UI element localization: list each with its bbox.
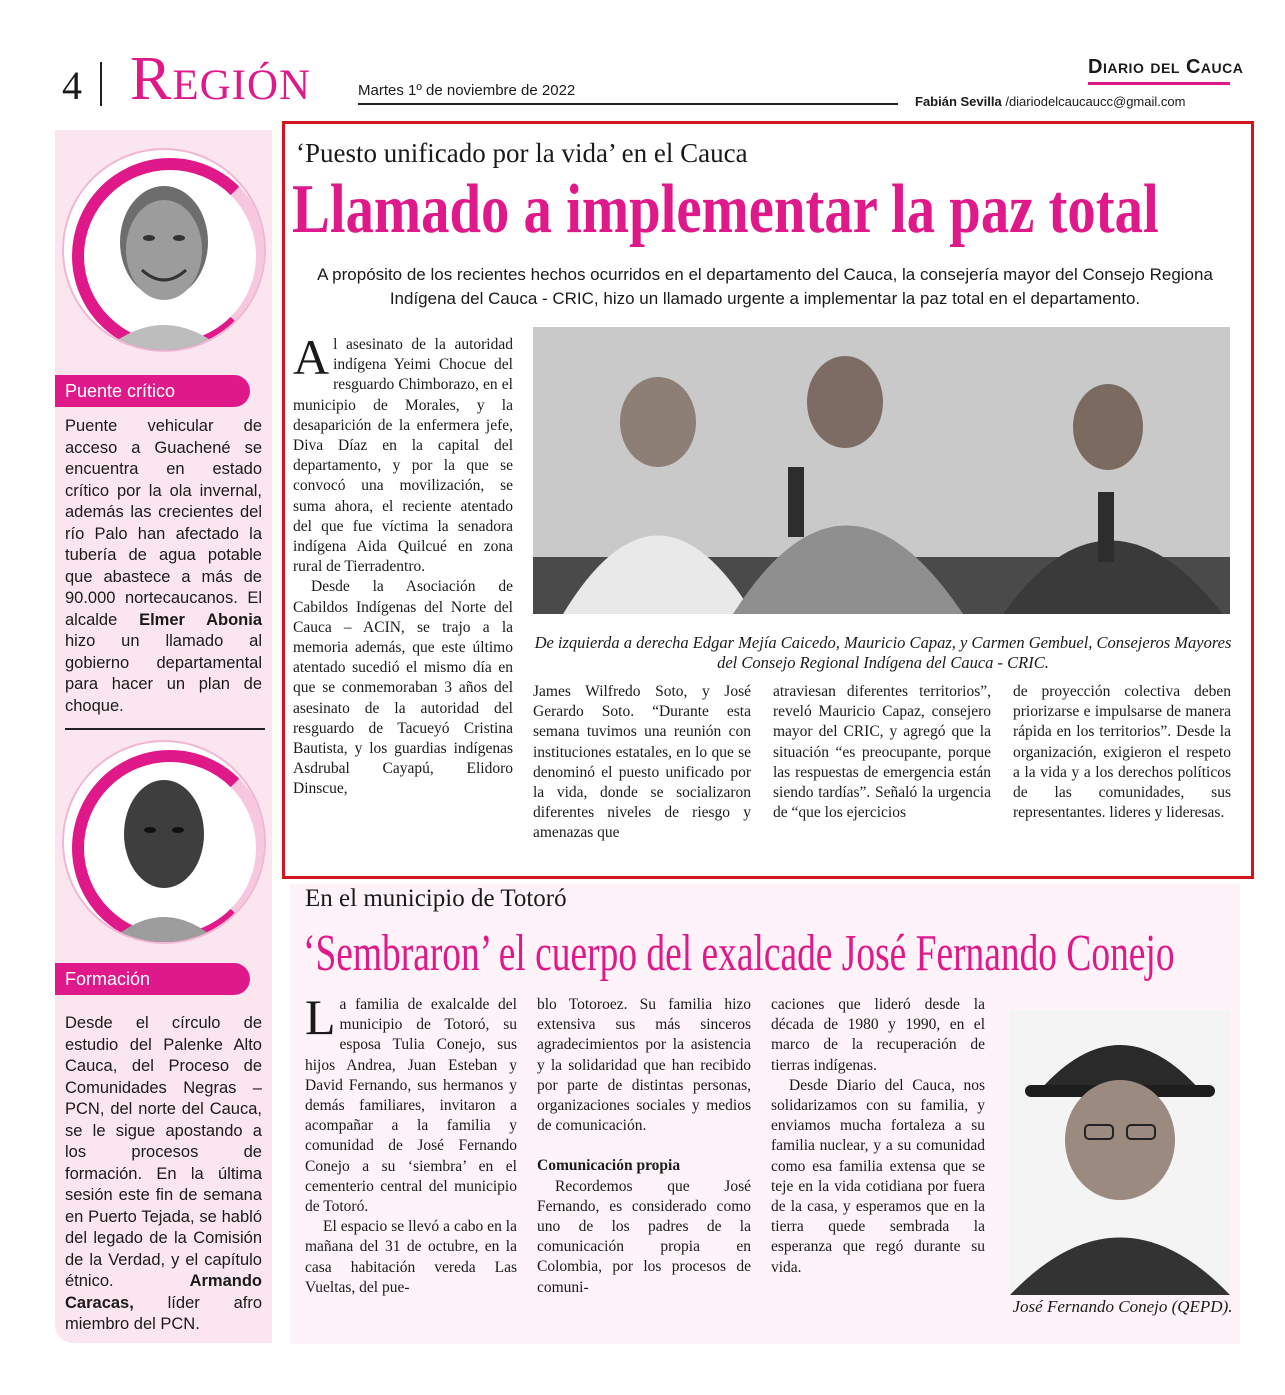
article2-column-2 <box>537 995 751 1298</box>
article2-headline: ‘Sembraron’ el cuerpo del exalcade José Fernando Conejo <box>303 925 1175 982</box>
author-email[interactable]: /diariodelcaucaucc@gmail.com <box>1005 94 1186 109</box>
article1-kicker: ‘Puesto unificado por la vida’ en el Cauca <box>296 138 748 168</box>
sidebar-text-puente-a: Puente vehicular de acceso a Guachené se encuentra en estado crítico por la ola invernal, además las crecientes del río Palo han afectado la tubería de agua potable que abastece a más de 90.000 nortecaucanos. El alcalde <box>65 417 262 629</box>
article1-column-4: de proyección colectiva deben priorizarse e impulsarse de manera rápida en los territorios”. Desde la organización, exigieron el respeto a la vida y a los derechos políticos de las comunidades, sus representantes. lideres y lideresas. <box>1013 683 1231 822</box>
portrait-photo-2 <box>62 740 266 944</box>
sidebar-text-puente <box>65 416 262 717</box>
sidebar-text-formacion-a: Desde el círculo de estudio del Palenke Alto Cauca, del Proceso de Comunidades Negras – PCN, del norte del Cauca, se le sigue apostando a los procesos de formación. En la última sesión este fin de semana en Puerto Tejada, se habló del legado de la Comisión de la Verdad, y el capítulo étnico. <box>65 1014 262 1290</box>
portrait-photo-1 <box>62 148 266 352</box>
article1-dropcap: A <box>293 329 330 385</box>
sidebar-tag-puente: Puente crítico <box>55 375 250 407</box>
article2-column-3 <box>771 995 985 1278</box>
sidebar-name-formacion: Armando Caracas, <box>65 1272 262 1312</box>
date-rule <box>358 103 898 105</box>
issue-date: Martes 1º de noviembre de 2022 <box>358 82 576 99</box>
sidebar-name-puente: Elmer Abonia <box>139 610 262 629</box>
article1-photo-illustration <box>533 327 1230 614</box>
article1-column-3: atraviesan diferentes territorios”, reveló Mauricio Capaz, consejero mayor del CRIC, y agregó que la situación “es preocupante, porque las respuestas de emergencia están siendo tardías”. Señaló la urgencia de “que los ejercicios <box>773 683 991 822</box>
newspaper-brand: Diario del Cauca <box>1088 56 1244 78</box>
sidebar-text-formacion <box>65 1013 262 1336</box>
sidebar-tag-formacion: Formación <box>55 963 250 995</box>
article1-photo-caption: De izquierda a derecha Edgar Mejía Caicedo, Mauricio Capaz, y Carmen Gembuel, Consejeros Mayores del Consejo Regional Indígena del Cauca - CRIC. <box>534 633 1232 672</box>
article2-col1-p2: El espacio se llevó a cabo en la mañana del 31 de octubre, en la casa habitación vereda Las Vueltas, del pue- <box>305 1218 517 1296</box>
article2-column-1 <box>305 989 517 1298</box>
article2-dropcap: L <box>305 989 336 1045</box>
article1-col1-p1: l asesinato de la autoridad indígena Yeimi Chocue del resguardo Chimborazo, en el municipio de Morales, y la desaparición de la enfermera jefe, Diva Díaz en la capital del departamento, y por la que se convocó una movilización, se suma ahora, el reciente atentado del que fue víctima la senadora indígena Aida Quilcué en zona rural de Tierradentro. <box>293 336 513 576</box>
sidebar-divider <box>65 728 265 730</box>
article2-photo-caption: José Fernando Conejo (QEPD). <box>1012 1297 1233 1316</box>
article2-col3-p2: Desde Diario del Cauca, nos solidarizamos con su familia, y enviamos mucha fortaleza a su familia nuclear, y a su comunidad como esa familia extensa que se teje en la vida cotidiana por fuera de la casa, y esperamos que en la tierra quede sembrada la esperanza que regó durante su vida. <box>771 1076 985 1276</box>
header-divider <box>100 62 102 106</box>
article2-kicker: En el municipio de Totoró <box>305 885 567 912</box>
section-title: Región <box>130 45 312 113</box>
article1-headline: Llamado a implementar la paz total <box>292 171 1159 248</box>
article2-portrait-photo <box>1010 1010 1230 1295</box>
sidebar-text-puente-b: hizo un llamado al gobierno departamental para hacer un plan de choque. <box>65 632 262 715</box>
article2-col1-p1: a familia de exalcalde del municipio de Totoró, su esposa Tulia Conejo, sus hijos Andrea, Juan Esteban y David Fernando, sus hermanos y demás familiares, invitaron a acompañar a la familia y comunidad de José Fernando Conejo a su ‘siembra’ en el cementerio central del municipio de Totoró. <box>305 996 517 1216</box>
article1-col1-p2: Desde la Asociación de Cabildos Indígenas del Norte del Cauca – ACIN, se trajo a la memoria además, que este último atentado sucedió el mismo día en que se conmemoraban 3 años del asesinato de la autoridad del resguardo de Tacueyó Cristina Bautista, y los guardias indígenas Asdrubal Cayapú, Elidoro Dinscue, <box>293 578 513 798</box>
article1-lead: A propósito de los recientes hechos ocurridos en el departamento del Cauca, la consejería mayor del Consejo Regiona Indígena del Cauca - CRIC, hizo un llamado urgente a implementar la paz total en el departamento. <box>317 265 1213 308</box>
brand-rule <box>1088 82 1230 85</box>
portrait-illustration-2 <box>64 742 264 942</box>
portrait-illustration-1 <box>64 150 264 350</box>
article1-column-1 <box>293 329 513 800</box>
author-name: Fabián Sevilla <box>915 94 1002 109</box>
article1-column-2: James Wilfredo Soto, y José Gerardo Soto. “Durante esta semana tuvimos una reunión con instituciones estatales, en lo que se denominó el puesto unificado por la vida, donde se socializaron diferentes niveles de riesgo y amenazas que <box>533 683 751 842</box>
page-number: 4 <box>62 63 82 108</box>
article2-portrait-illustration <box>1010 1010 1230 1295</box>
article1-photo <box>533 327 1230 614</box>
author-credit <box>915 94 1185 109</box>
article2-col2-p2: Recordemos que José Fernando, es considerado como uno de los padres de la comunicación propia en Colombia, por los procesos de comuni- <box>537 1177 751 1296</box>
article2-col2-p1: blo Totoroez. Su familia hizo extensiva sus más sinceros agradecimientos por la asistencia y la solidaridad que han recibido por parte de distintas personas, organizaciones sociales y medios de comunicación. <box>537 996 751 1135</box>
article2-subhead: Comunicación propia <box>537 1157 681 1175</box>
article2-col3-p1: caciones que lideró desde la década de 1980 y 1990, en el marco de la recuperación de tierras indígenas. <box>771 996 985 1074</box>
sidebar-text-formacion-b: líder afro miembro del PCN. <box>65 1293 262 1333</box>
